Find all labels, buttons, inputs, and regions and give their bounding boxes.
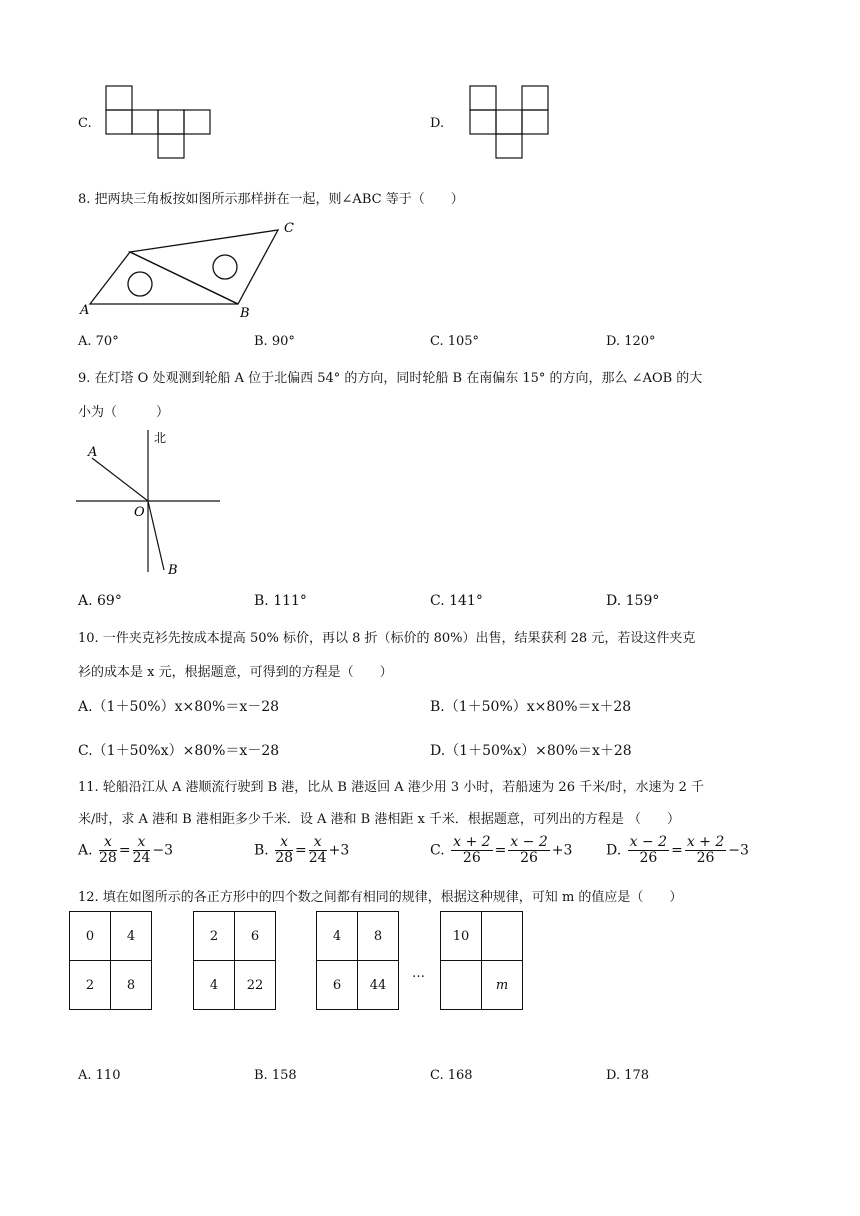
question-11-text-line2: 米/时，求 A 港和 B 港相距多少千米．设 A 港和 B 港相距 x 千米．根据题意，可列出的方程是 （ ）	[78, 812, 681, 827]
question-12-text: 12. 填在如图所示的各正方形中的四个数之间都有相同的规律，根据这种规律，可知 m 的值应是（ ）	[78, 890, 683, 905]
q12-square-3	[316, 911, 399, 1010]
q11-option-b-fraction-left: $\frac{x}{28}$	[275, 834, 294, 866]
q11-option-a: A. $\frac{x}{28}$ = $\frac{x}{24}$ −3	[78, 834, 174, 866]
q9-label-north: 北	[154, 431, 167, 445]
q12-square-3-cell: 4	[317, 912, 358, 961]
q11-option-c-fraction-right: $\frac{x - 2}{26}$	[510, 834, 548, 866]
q8-option-b: B. 90°	[254, 334, 295, 349]
q12-square-2-cell: 6	[235, 912, 276, 961]
q9-option-a: A. 69°	[78, 593, 122, 609]
q7-option-d-net-figure	[468, 84, 552, 162]
q8-option-a: A. 70°	[78, 334, 119, 349]
q11-option-a-fraction-left: $\frac{x}{28}$	[99, 834, 117, 866]
q9-label-a: A	[88, 445, 98, 460]
q7-option-c-label: C.	[78, 116, 92, 131]
q12-ellipsis: …	[412, 966, 425, 981]
q11-option-a-label: A.	[78, 842, 93, 859]
q11-option-b-fraction-right: $\frac{x}{24}$	[308, 834, 327, 866]
q12-option-c: C. 168	[430, 1068, 473, 1083]
question-9-text-line2: 小为（ ）	[78, 405, 170, 420]
q12-square-4-cell: 10	[441, 912, 482, 961]
q9-label-b: B	[168, 563, 178, 578]
q7-option-d-label: D.	[430, 116, 445, 131]
q8-label-c: C	[284, 221, 294, 236]
q11-option-c-label: C.	[430, 842, 445, 859]
question-10-text-line1: 10. 一件夹克衫先按成本提高 50% 标价，再以 8 折（标价的 80%）出售，结果获利 28 元，若设这件夹克	[78, 631, 696, 646]
q12-square-1-cell: 0	[70, 912, 111, 961]
q12-option-b: B. 158	[254, 1068, 297, 1083]
q11-option-a-fraction-right: $\frac{x}{24}$	[132, 834, 151, 866]
q12-square-2	[193, 911, 276, 1010]
q11-option-b-label: B.	[254, 842, 269, 859]
q12-square-3-cell: 6	[317, 961, 358, 1010]
q9-option-b: B. 111°	[254, 593, 307, 609]
q10-option-b: B.（1＋50%）x×80%＝x＋28	[430, 699, 632, 715]
q11-option-b: B. $\frac{x}{28}$ = $\frac{x}{24}$ +3	[254, 834, 350, 866]
q12-square-2-cell: 2	[194, 912, 235, 961]
q9-option-c: C. 141°	[430, 593, 483, 609]
q8-label-a: A	[80, 303, 90, 318]
q9-label-o: O	[134, 505, 145, 520]
question-10-text-line2: 衫的成本是 x 元，根据题意，可得到的方程是（ ）	[78, 665, 393, 680]
q7-option-c-net-figure	[104, 84, 212, 162]
q12-square-1-cell: 4	[111, 912, 152, 961]
q9-option-d: D. 159°	[606, 593, 660, 609]
q10-option-a: A.（1＋50%）x×80%＝x－28	[78, 699, 280, 715]
q12-square-1-cell: 2	[70, 961, 111, 1010]
question-11-text-line1: 11. 轮船沿江从 A 港顺流行驶到 B 港，比从 B 港返回 A 港少用 3 小时，若船速为 26 千米/时，水速为 2 千	[78, 780, 705, 795]
q12-square-3-cell: 44	[358, 961, 399, 1010]
question-9-text-line1: 9. 在灯塔 O 处观测到轮船 A 位于北偏西 54° 的方向，同时轮船 B 在南偏东 15° 的方向，那么 ∠AOB 的大	[78, 371, 703, 386]
q8-triangles-figure	[78, 214, 308, 320]
q11-option-d-label: D.	[606, 842, 622, 859]
q11-option-d-fraction-right: $\frac{x + 2}{26}$	[686, 834, 725, 866]
q11-option-d: D. $\frac{x - 2}{26}$ = $\frac{x + 2}{26}$ −3	[606, 834, 749, 866]
q12-square-4-cell	[482, 912, 523, 961]
q12-square-1	[69, 911, 152, 1010]
q12-square-3-cell: 8	[358, 912, 399, 961]
q12-square-1-cell: 8	[111, 961, 152, 1010]
q12-option-d: D. 178	[606, 1068, 650, 1083]
q12-square-4	[440, 911, 523, 1010]
q8-option-c: C. 105°	[430, 334, 480, 349]
q12-square-2-cell: 4	[194, 961, 235, 1010]
q8-option-d: D. 120°	[606, 334, 656, 349]
q10-option-d: D.（1＋50%x）×80%＝x＋28	[430, 743, 632, 759]
q11-option-c-fraction-left: $\frac{x + 2}{26}$	[453, 834, 491, 866]
q8-label-b: B	[240, 306, 250, 320]
q12-square-4-cell	[441, 961, 482, 1010]
question-8-text: 8. 把两块三角板按如图所示那样拼在一起，则∠ABC 等于（ ）	[78, 192, 464, 207]
q10-option-c: C.（1＋50%x）×80%＝x－28	[78, 743, 280, 759]
q12-option-a: A. 110	[78, 1068, 121, 1083]
q9-compass-figure	[76, 426, 226, 578]
q11-option-c: C. $\frac{x + 2}{26}$ = $\frac{x - 2}{26}$ +3	[430, 834, 573, 866]
q11-option-d-fraction-left: $\frac{x - 2}{26}$	[629, 834, 668, 866]
q12-square-4-cell-m: m	[482, 961, 523, 1010]
q12-square-2-cell: 22	[235, 961, 276, 1010]
